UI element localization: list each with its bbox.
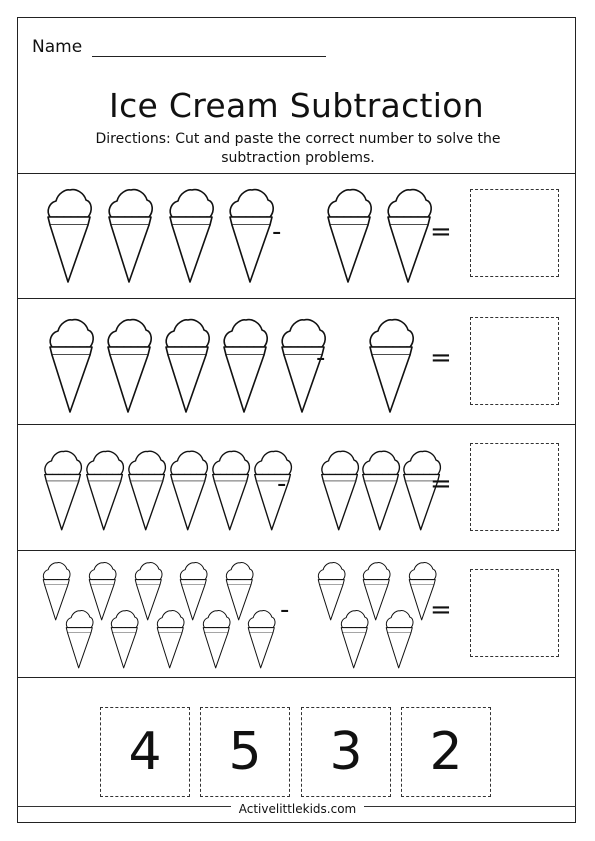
answer-drop-box[interactable] bbox=[470, 317, 559, 405]
ice-cream-cone-icon bbox=[108, 320, 151, 412]
equals-sign: = bbox=[430, 469, 452, 499]
minus-sign: - bbox=[272, 217, 282, 247]
ice-cream-cone-icon bbox=[50, 320, 93, 412]
answer-card[interactable]: 5 bbox=[200, 707, 290, 797]
page-title: Ice Cream Subtraction bbox=[109, 86, 484, 125]
cone-group bbox=[18, 173, 458, 299]
ice-cream-cone-icon bbox=[170, 190, 213, 282]
name-label: Name bbox=[32, 37, 83, 57]
problem-row-2 bbox=[18, 299, 575, 425]
cone-group bbox=[18, 551, 458, 678]
name-field bbox=[32, 37, 326, 57]
ice-cream-cone-icon bbox=[66, 611, 93, 668]
ice-cream-cone-icon bbox=[129, 451, 166, 530]
cone-group bbox=[18, 299, 458, 425]
ice-cream-cone-icon bbox=[135, 563, 162, 620]
ice-cream-cone-icon bbox=[363, 451, 400, 530]
ice-cream-cone-icon bbox=[157, 611, 184, 668]
answer-card[interactable]: 2 bbox=[401, 707, 491, 797]
ice-cream-cone-icon bbox=[45, 451, 82, 530]
ice-cream-cone-icon bbox=[388, 190, 431, 282]
footer bbox=[0, 798, 595, 817]
ice-cream-cone-icon bbox=[322, 451, 359, 530]
name-blank-line[interactable] bbox=[92, 38, 326, 57]
minus-sign: - bbox=[277, 469, 287, 499]
ice-cream-cone-icon bbox=[341, 611, 368, 668]
directions-text: Directions: Cut and paste the correct number to solve the subtraction problems. bbox=[95, 131, 501, 166]
ice-cream-cone-icon bbox=[109, 190, 152, 282]
footer-site-text: Activelittlekids.com bbox=[231, 802, 365, 816]
ice-cream-cone-icon bbox=[48, 190, 91, 282]
ice-cream-cone-icon bbox=[226, 563, 253, 620]
equals-sign: = bbox=[430, 343, 452, 373]
ice-cream-cone-icon bbox=[111, 611, 138, 668]
minus-sign: - bbox=[316, 343, 326, 373]
ice-cream-cone-icon bbox=[87, 451, 124, 530]
worksheet-header bbox=[18, 18, 575, 174]
answer-card[interactable]: 4 bbox=[100, 707, 190, 797]
ice-cream-cone-icon bbox=[43, 563, 70, 620]
ice-cream-cone-icon bbox=[370, 320, 413, 412]
answer-card[interactable]: 3 bbox=[301, 707, 391, 797]
problem-row-4 bbox=[18, 551, 575, 678]
ice-cream-cone-icon bbox=[180, 563, 207, 620]
problem-row-3 bbox=[18, 425, 575, 551]
ice-cream-cone-icon bbox=[213, 451, 250, 530]
answer-drop-box[interactable] bbox=[470, 569, 559, 657]
answer-drop-box[interactable] bbox=[470, 443, 559, 531]
ice-cream-cone-icon bbox=[203, 611, 230, 668]
worksheet bbox=[17, 17, 576, 823]
answer-drop-box[interactable] bbox=[470, 189, 559, 277]
ice-cream-cone-icon bbox=[318, 563, 345, 620]
ice-cream-cone-icon bbox=[386, 611, 413, 668]
cone-group bbox=[18, 425, 458, 551]
ice-cream-cone-icon bbox=[171, 451, 208, 530]
ice-cream-cone-icon bbox=[224, 320, 267, 412]
ice-cream-cone-icon bbox=[89, 563, 116, 620]
minus-sign: - bbox=[280, 595, 290, 625]
ice-cream-cone-icon bbox=[328, 190, 371, 282]
ice-cream-cone-icon bbox=[166, 320, 209, 412]
ice-cream-cone-icon bbox=[230, 190, 273, 282]
equals-sign: = bbox=[430, 217, 452, 247]
ice-cream-cone-icon bbox=[363, 563, 390, 620]
problem-row-1 bbox=[18, 173, 575, 299]
ice-cream-cone-icon bbox=[248, 611, 275, 668]
equals-sign: = bbox=[430, 595, 452, 625]
